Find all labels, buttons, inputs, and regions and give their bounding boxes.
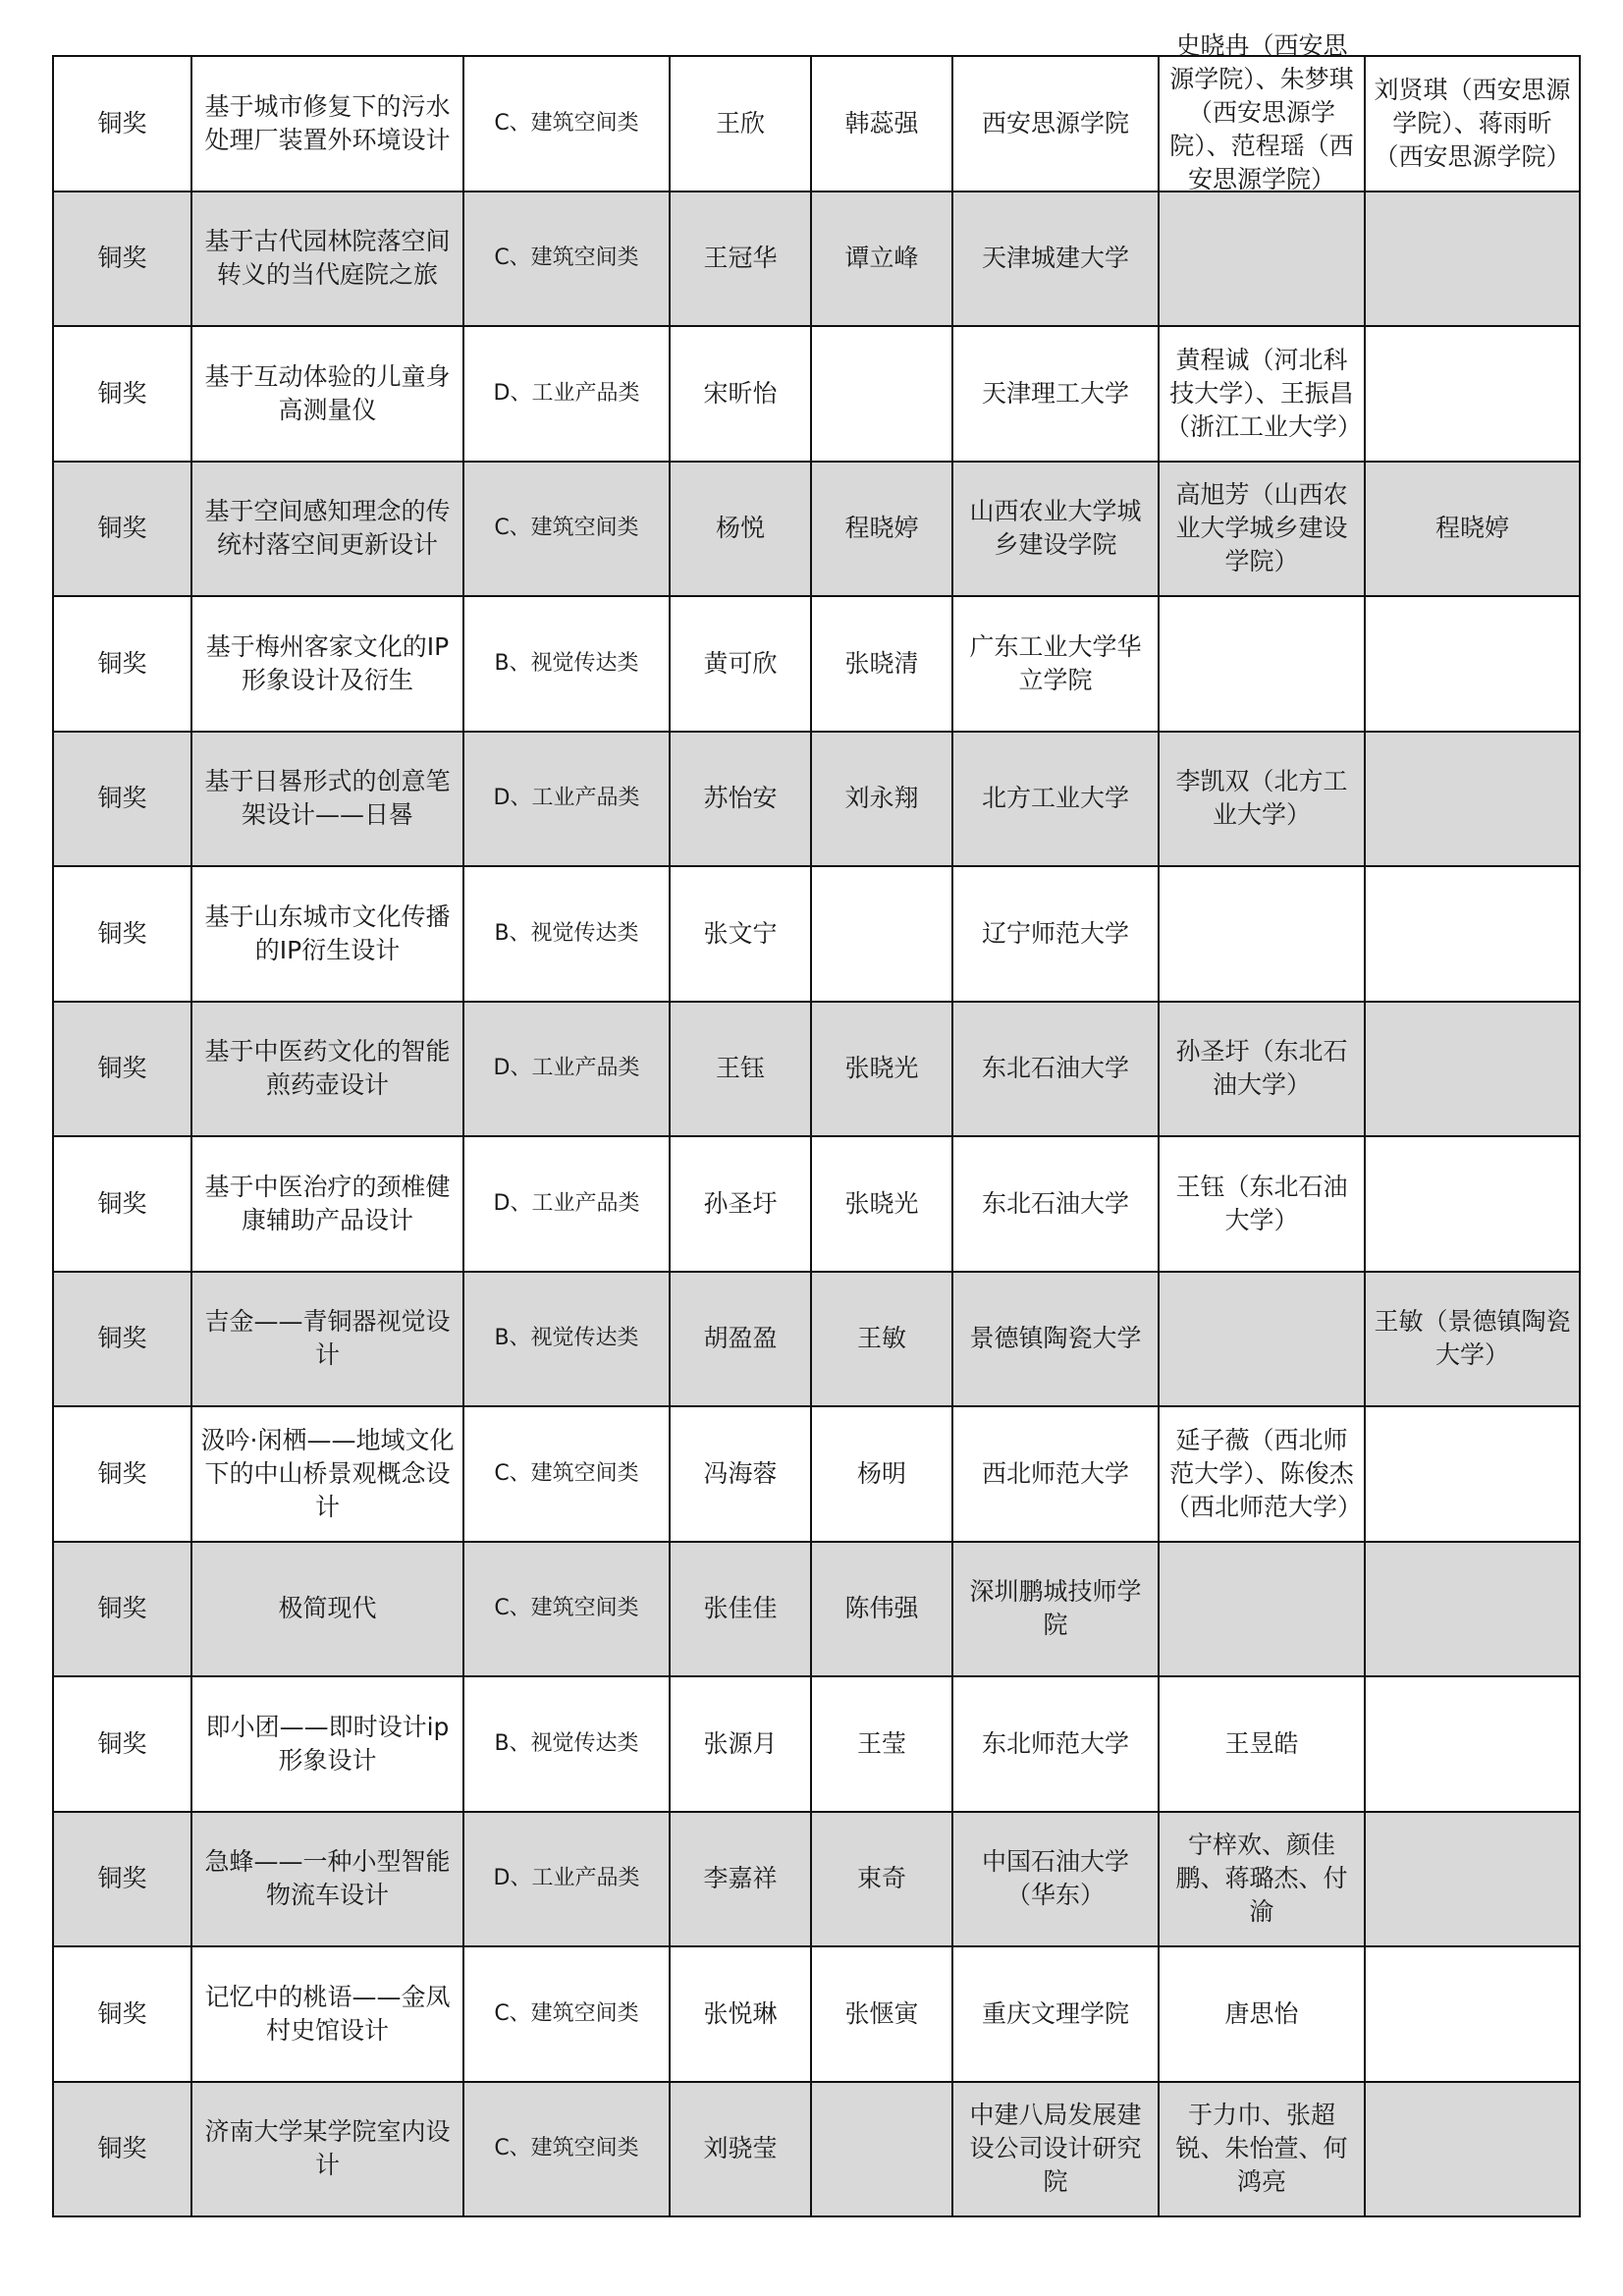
school-cell: 深圳鹏城技师学院 bbox=[952, 1542, 1159, 1677]
school-cell: 重庆文理学院 bbox=[952, 1946, 1159, 2082]
advisor-cell: 韩蕊强 bbox=[811, 56, 952, 191]
author-cell: 王钰 bbox=[670, 1002, 811, 1137]
advisor-cell: 张晓光 bbox=[811, 1136, 952, 1272]
title-cell: 基于城市修复下的污水处理厂装置外环境设计 bbox=[191, 56, 463, 191]
table-row bbox=[53, 1946, 1580, 2082]
table-row bbox=[53, 866, 1580, 1002]
author-cell: 张文宁 bbox=[670, 866, 811, 1002]
school-cell: 西北师范大学 bbox=[952, 1406, 1159, 1542]
members-cell: 高旭芳（山西农业大学城乡建设学院） bbox=[1159, 462, 1365, 597]
title-cell: 急蜂——一种小型智能物流车设计 bbox=[191, 1812, 463, 1947]
table-row bbox=[53, 462, 1580, 597]
advisor2-cell bbox=[1365, 596, 1580, 732]
category-cell: C、建筑空间类 bbox=[463, 56, 670, 191]
school-cell: 山西农业大学城乡建设学院 bbox=[952, 462, 1159, 597]
award-cell: 铜奖 bbox=[53, 56, 191, 191]
title-cell: 记忆中的桃语——金凤村史馆设计 bbox=[191, 1946, 463, 2082]
author-cell: 王欣 bbox=[670, 56, 811, 191]
category-cell: C、建筑空间类 bbox=[463, 191, 670, 327]
category-cell: D、工业产品类 bbox=[463, 1812, 670, 1947]
members-cell: 延子薇（西北师范大学）、陈俊杰（西北师范大学） bbox=[1159, 1406, 1365, 1542]
advisor-cell: 张惬寅 bbox=[811, 1946, 952, 2082]
title-cell: 汲吟·闲栖——地域文化下的中山桥景观概念设计 bbox=[191, 1406, 463, 1542]
advisor2-cell: 王敏（景德镇陶瓷大学） bbox=[1365, 1272, 1580, 1407]
title-cell: 基于中医治疗的颈椎健康辅助产品设计 bbox=[191, 1136, 463, 1272]
school-cell: 东北石油大学 bbox=[952, 1136, 1159, 1272]
title-cell: 即小团——即时设计ip形象设计 bbox=[191, 1676, 463, 1812]
advisor2-cell bbox=[1365, 1676, 1580, 1812]
advisor2-cell bbox=[1365, 191, 1580, 327]
advisor-cell bbox=[811, 326, 952, 462]
advisor-cell: 谭立峰 bbox=[811, 191, 952, 327]
category-cell: C、建筑空间类 bbox=[463, 462, 670, 597]
category-cell: B、视觉传达类 bbox=[463, 1676, 670, 1812]
members-cell bbox=[1159, 1272, 1365, 1407]
author-cell: 王冠华 bbox=[670, 191, 811, 327]
category-cell: C、建筑空间类 bbox=[463, 2082, 670, 2217]
members-cell: 李凯双（北方工业大学） bbox=[1159, 732, 1365, 867]
author-cell: 胡盈盈 bbox=[670, 1272, 811, 1407]
title-cell: 基于中医药文化的智能煎药壶设计 bbox=[191, 1002, 463, 1137]
award-cell: 铜奖 bbox=[53, 1136, 191, 1272]
members-cell bbox=[1159, 191, 1365, 327]
author-cell: 冯海蓉 bbox=[670, 1406, 811, 1542]
table-row bbox=[53, 1676, 1580, 1812]
advisor-cell: 王敏 bbox=[811, 1272, 952, 1407]
advisor2-cell bbox=[1365, 326, 1580, 462]
members-cell: 于力巾、张超锐、朱怡萱、何鸿亮 bbox=[1159, 2082, 1365, 2217]
table-row bbox=[53, 1812, 1580, 1947]
members-cell bbox=[1159, 1542, 1365, 1677]
school-cell: 北方工业大学 bbox=[952, 732, 1159, 867]
award-cell: 铜奖 bbox=[53, 1272, 191, 1407]
advisor-cell bbox=[811, 866, 952, 1002]
advisor-cell: 杨明 bbox=[811, 1406, 952, 1542]
advisor-cell: 王莹 bbox=[811, 1676, 952, 1812]
advisor2-cell: 程晓婷 bbox=[1365, 462, 1580, 597]
advisor-cell: 刘永翔 bbox=[811, 732, 952, 867]
table-row bbox=[53, 1406, 1580, 1542]
members-cell: 唐思怡 bbox=[1159, 1946, 1365, 2082]
award-cell: 铜奖 bbox=[53, 732, 191, 867]
category-cell: D、工业产品类 bbox=[463, 326, 670, 462]
award-cell: 铜奖 bbox=[53, 1676, 191, 1812]
school-cell: 景德镇陶瓷大学 bbox=[952, 1272, 1159, 1407]
award-cell: 铜奖 bbox=[53, 1002, 191, 1137]
award-cell: 铜奖 bbox=[53, 326, 191, 462]
advisor2-cell bbox=[1365, 2082, 1580, 2217]
award-cell: 铜奖 bbox=[53, 462, 191, 597]
advisor2-cell bbox=[1365, 1002, 1580, 1137]
table-row bbox=[53, 1542, 1580, 1677]
award-cell: 铜奖 bbox=[53, 1812, 191, 1947]
advisor2-cell bbox=[1365, 1946, 1580, 2082]
award-cell: 铜奖 bbox=[53, 1542, 191, 1677]
advisor2-cell bbox=[1365, 1136, 1580, 1272]
author-cell: 刘骁莹 bbox=[670, 2082, 811, 2217]
author-cell: 苏怡安 bbox=[670, 732, 811, 867]
advisor-cell: 张晓光 bbox=[811, 1002, 952, 1137]
category-cell: D、工业产品类 bbox=[463, 732, 670, 867]
advisor2-cell bbox=[1365, 1542, 1580, 1677]
category-cell: D、工业产品类 bbox=[463, 1136, 670, 1272]
school-cell: 广东工业大学华立学院 bbox=[952, 596, 1159, 732]
category-cell: C、建筑空间类 bbox=[463, 1406, 670, 1542]
advisor-cell bbox=[811, 2082, 952, 2217]
category-cell: B、视觉传达类 bbox=[463, 596, 670, 732]
title-cell: 基于古代园林院落空间转义的当代庭院之旅 bbox=[191, 191, 463, 327]
school-cell: 天津理工大学 bbox=[952, 326, 1159, 462]
table-row bbox=[53, 1272, 1580, 1407]
title-cell: 吉金——青铜器视觉设计 bbox=[191, 1272, 463, 1407]
table-row bbox=[53, 56, 1580, 191]
advisor-cell: 束奇 bbox=[811, 1812, 952, 1947]
award-cell: 铜奖 bbox=[53, 2082, 191, 2217]
award-cell: 铜奖 bbox=[53, 191, 191, 327]
title-cell: 基于互动体验的儿童身高测量仪 bbox=[191, 326, 463, 462]
advisor2-cell bbox=[1365, 1406, 1580, 1542]
author-cell: 李嘉祥 bbox=[670, 1812, 811, 1947]
title-cell: 基于日晷形式的创意笔架设计——日晷 bbox=[191, 732, 463, 867]
table-row bbox=[53, 1002, 1580, 1137]
table-row bbox=[53, 326, 1580, 462]
author-cell: 黄可欣 bbox=[670, 596, 811, 732]
members-cell bbox=[1159, 866, 1365, 1002]
members-cell: 王钰（东北石油大学） bbox=[1159, 1136, 1365, 1272]
school-cell: 辽宁师范大学 bbox=[952, 866, 1159, 1002]
school-cell: 西安思源学院 bbox=[952, 56, 1159, 191]
advisor-cell: 张晓清 bbox=[811, 596, 952, 732]
school-cell: 东北石油大学 bbox=[952, 1002, 1159, 1137]
author-cell: 张悦琳 bbox=[670, 1946, 811, 2082]
members-cell: 黄程诚（河北科技大学）、王振昌（浙江工业大学） bbox=[1159, 326, 1365, 462]
category-cell: D、工业产品类 bbox=[463, 1002, 670, 1137]
advisor2-cell bbox=[1365, 1812, 1580, 1947]
advisor2-cell bbox=[1365, 732, 1580, 867]
school-cell: 东北师范大学 bbox=[952, 1676, 1159, 1812]
table-row bbox=[53, 596, 1580, 732]
category-cell: C、建筑空间类 bbox=[463, 1946, 670, 2082]
school-cell: 中国石油大学（华东） bbox=[952, 1812, 1159, 1947]
members-cell bbox=[1159, 596, 1365, 732]
members-cell: 孙圣圩（东北石油大学） bbox=[1159, 1002, 1365, 1137]
table-row bbox=[53, 1136, 1580, 1272]
table-row bbox=[53, 732, 1580, 867]
award-cell: 铜奖 bbox=[53, 866, 191, 1002]
author-cell: 孙圣圩 bbox=[670, 1136, 811, 1272]
category-cell: B、视觉传达类 bbox=[463, 1272, 670, 1407]
school-cell: 中建八局发展建设公司设计研究院 bbox=[952, 2082, 1159, 2217]
table-row bbox=[53, 2082, 1580, 2217]
members-cell: 宁梓欢、颜佳鹏、蒋璐杰、付渝 bbox=[1159, 1812, 1365, 1947]
school-cell: 天津城建大学 bbox=[952, 191, 1159, 327]
award-cell: 铜奖 bbox=[53, 1406, 191, 1542]
members-text: 史晓冉（西安思源学院）、朱梦琪（西安思源学院）、范程瑶（西安思源学院） bbox=[1169, 30, 1354, 193]
award-cell: 铜奖 bbox=[53, 596, 191, 732]
advisor2-cell bbox=[1365, 866, 1580, 1002]
advisor-cell: 程晓婷 bbox=[811, 462, 952, 597]
award-cell: 铜奖 bbox=[53, 1946, 191, 2082]
members-cell bbox=[1159, 30, 1365, 193]
author-cell: 张佳佳 bbox=[670, 1542, 811, 1677]
author-cell: 宋昕怡 bbox=[670, 326, 811, 462]
members-cell: 王昱皓 bbox=[1159, 1676, 1365, 1812]
table-row bbox=[53, 191, 1580, 327]
title-cell: 极简现代 bbox=[191, 1542, 463, 1677]
author-cell: 张源月 bbox=[670, 1676, 811, 1812]
category-cell: B、视觉传达类 bbox=[463, 866, 670, 1002]
award-table bbox=[52, 30, 1581, 2217]
title-cell: 基于空间感知理念的传统村落空间更新设计 bbox=[191, 462, 463, 597]
category-cell: C、建筑空间类 bbox=[463, 1542, 670, 1677]
advisor-cell: 陈伟强 bbox=[811, 1542, 952, 1677]
title-cell: 基于梅州客家文化的IP形象设计及衍生 bbox=[191, 596, 463, 732]
author-cell: 杨悦 bbox=[670, 462, 811, 597]
title-cell: 济南大学某学院室内设计 bbox=[191, 2082, 463, 2217]
title-cell: 基于山东城市文化传播的IP衍生设计 bbox=[191, 866, 463, 1002]
advisor2-cell: 刘贤琪（西安思源学院）、蒋雨昕（西安思源学院） bbox=[1365, 56, 1580, 191]
